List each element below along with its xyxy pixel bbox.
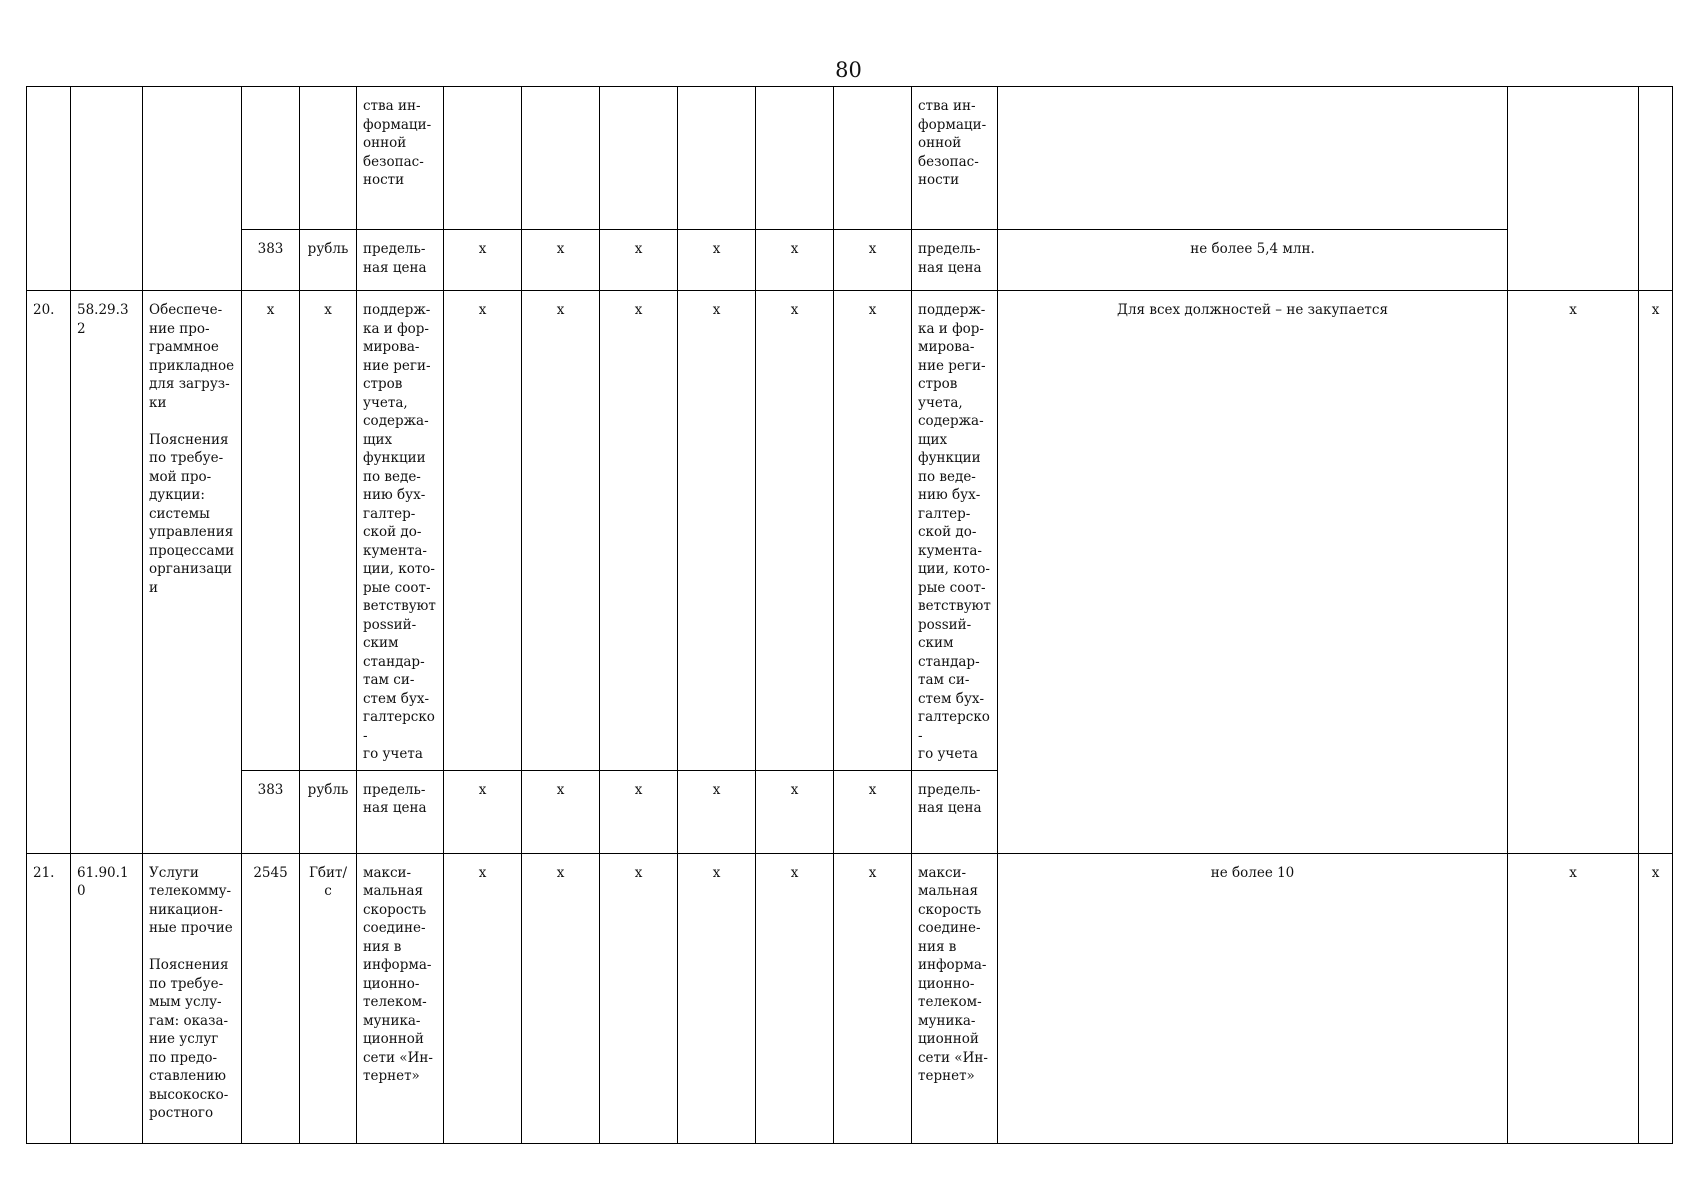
cell-desc: Услуги телекомму- никацион- ные прочие Пояснения по требуе- мым услу- гам: оказа- ние услуг по предо- ставлению высокоско- ростного (143, 853, 242, 1143)
cell-x: x (678, 291, 756, 771)
cell-x: x (522, 853, 600, 1143)
cell-desc (143, 87, 242, 291)
cell-x: x (600, 291, 678, 771)
cell-x: x (834, 853, 912, 1143)
page-number: 80 (835, 58, 862, 82)
cell-x: x (522, 770, 600, 853)
cell-x: x (522, 291, 600, 771)
cell-okei (242, 87, 300, 230)
cell-unit: рубль (300, 770, 357, 853)
cell-desc: Обеспече- ние про- граммное прикладное для загруз- ки Пояснения по требуе- мой про- дукции: системы управления процессами организации (143, 291, 242, 854)
cell-value: не более 5,4 млн. (998, 230, 1508, 291)
cell-empty (678, 87, 756, 230)
cell-x: x (756, 230, 834, 291)
cell-okei: x (242, 291, 300, 771)
cell-x: x (834, 291, 912, 771)
cell-characteristic: поддерж- ка и фор- мирова- ние реги- стров учета, содержа- щих функции по веде- нию бух- галтер- ской до- кумента- ции, кото- рые соот- ветствуют рossий- ским стандар- там си- стем бух- галтерско- го учета (357, 291, 444, 771)
cell-num: 21. (27, 853, 71, 1143)
cell-empty (756, 87, 834, 230)
cell-code: 61.90.10 (71, 853, 143, 1143)
cell-x: x (834, 230, 912, 291)
cell-code: 58.29.32 (71, 291, 143, 854)
cell-x: x (678, 853, 756, 1143)
table-row (27, 87, 1673, 230)
cell-end (1508, 87, 1639, 291)
cell-x: x (756, 291, 834, 771)
cell-empty (444, 87, 522, 230)
cell-x: x (444, 853, 522, 1143)
cell-num (27, 87, 71, 291)
cell-x: x (444, 291, 522, 771)
cell-characteristic: ства ин- формаци- онной безопас- ности (912, 87, 998, 230)
table-row (27, 230, 1673, 291)
cell-value: Для всех должностей – не закупается (998, 291, 1508, 854)
cell-end: x (1639, 853, 1673, 1143)
cell-end: x (1639, 291, 1673, 854)
cell-x: x (678, 770, 756, 853)
cell-empty (834, 87, 912, 230)
cell-code (71, 87, 143, 291)
cell-value: не более 10 (998, 853, 1508, 1143)
cell-characteristic: ства ин- формаци- онной безопас- ности (357, 87, 444, 230)
cell-characteristic: макси- мальная скорость соедине- ния в информа- ционно- телеком- муника- ционной сети «Ин- тернет» (357, 853, 444, 1143)
cell-unit (300, 87, 357, 230)
cell-okei: 383 (242, 770, 300, 853)
cell-x: x (678, 230, 756, 291)
cell-x: x (522, 230, 600, 291)
cell-x: x (444, 770, 522, 853)
table-row (27, 853, 1673, 1143)
cell-characteristic: предель- ная цена (357, 230, 444, 291)
cell-end: x (1508, 291, 1639, 854)
cell-characteristic: макси- мальная скорость соедине- ния в информа- ционно- телеком- муника- ционной сети «Ин- тернет» (912, 853, 998, 1143)
cell-characteristic: предель- ная цена (357, 770, 444, 853)
cell-okei: 2545 (242, 853, 300, 1143)
cell-x: x (756, 770, 834, 853)
cell-x: x (834, 770, 912, 853)
cell-x: x (600, 770, 678, 853)
cell-characteristic: предель- ная цена (912, 230, 998, 291)
cell-x: x (600, 853, 678, 1143)
characteristics-table (26, 86, 1673, 1144)
table-row (27, 291, 1673, 771)
cell-value (998, 87, 1508, 230)
cell-x: x (756, 853, 834, 1143)
cell-end: x (1508, 853, 1639, 1143)
cell-unit: Гбит/с (300, 853, 357, 1143)
cell-x: x (444, 230, 522, 291)
cell-end (1639, 87, 1673, 291)
cell-x: x (600, 230, 678, 291)
cell-empty (522, 87, 600, 230)
cell-characteristic: поддерж- ка и фор- мирова- ние реги- стров учета, содержа- щих функции по веде- нию бух- галтер- ской до- кумента- ции, кото- рые соот- ветствуют рossий- ским стандар- там си- стем бух- галтерско- го учета (912, 291, 998, 771)
cell-characteristic: предель- ная цена (912, 770, 998, 853)
cell-okei: 383 (242, 230, 300, 291)
cell-empty (600, 87, 678, 230)
cell-num: 20. (27, 291, 71, 854)
cell-unit: рубль (300, 230, 357, 291)
cell-unit: x (300, 291, 357, 771)
